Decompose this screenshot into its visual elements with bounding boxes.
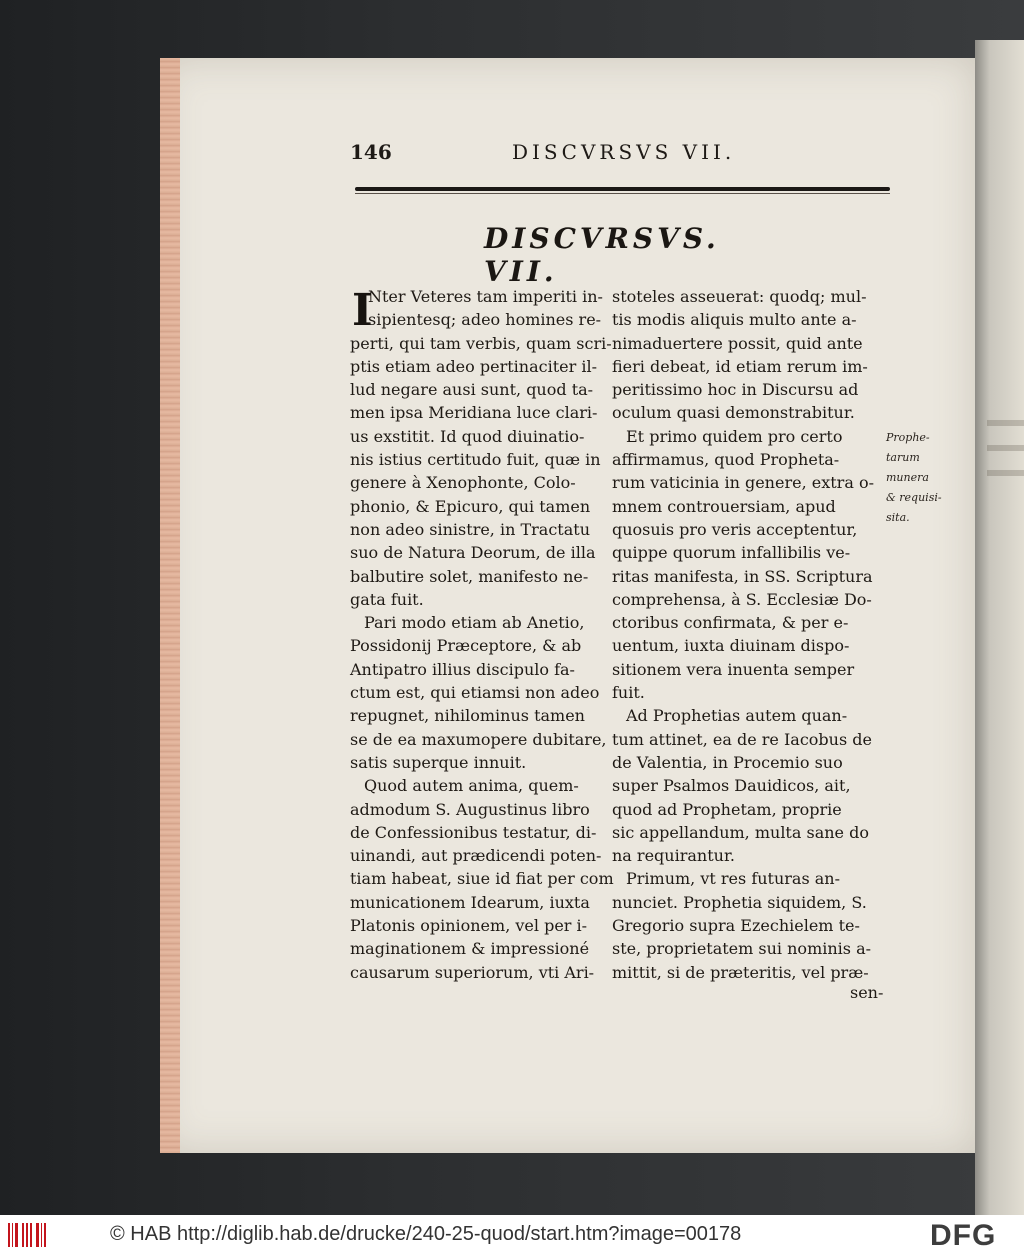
text-line: affirmamus, quod Propheta- <box>612 450 840 470</box>
marginal-note <box>886 428 966 528</box>
text-line: admodum S. Augustinus libro <box>350 799 590 819</box>
text-line: genere à Xenophonte, Colo- <box>350 473 576 493</box>
text-line: fuit. <box>612 683 645 703</box>
text-line: oculum quasi demonstrabitur. <box>612 403 855 423</box>
text-line: na requirantur. <box>612 846 735 866</box>
text-line: Ad Prophetias autem quan- <box>626 706 848 726</box>
text-line: se de ea maxumopere dubitare, <box>350 729 607 749</box>
text-line: repugnet, nihilominus tamen <box>350 706 585 726</box>
text-line: tum attinet, ea de re Iacobus de <box>612 729 872 749</box>
text-line: stoteles asseuerat: quodq; mul- <box>612 287 867 306</box>
text-line: Quod autem anima, quem- <box>364 776 579 796</box>
text-line: nunciet. Prophetia siquidem, S. <box>612 892 867 912</box>
text-line: causarum superiorum, vti Ari- <box>350 962 595 982</box>
text-line: sitionem vera inuenta semper <box>612 659 855 679</box>
text-line: Platonis opinionem, vel per i- <box>350 916 588 936</box>
text-line: tiam habeat, siue id fiat per com <box>350 869 614 889</box>
text-line: ptis etiam adeo pertinaciter il- <box>350 356 597 376</box>
running-title: DISCVRSVS VII. <box>512 140 736 164</box>
text-line: satis superque innuit. <box>350 752 527 772</box>
footer-bar <box>0 1215 1024 1255</box>
left-column <box>350 285 630 984</box>
text-line: Nter Veteres tam imperiti in- <box>368 287 603 306</box>
text-line: fieri debeat, id etiam rerum im- <box>612 356 868 376</box>
text-line: Primum, vt res futuras an- <box>626 869 841 889</box>
text-line: nis istius certitudo fuit, quæ in <box>350 450 601 470</box>
marginal-note-line: sita. <box>886 511 910 524</box>
text-line: rum vaticinia in genere, extra o- <box>612 473 874 493</box>
text-line: us exstitit. Id quod diuinatio- <box>350 426 585 446</box>
text-line: lud negare ausi sunt, quod ta- <box>350 380 594 400</box>
text-line: Antipatro illius discipulo fa- <box>350 659 575 679</box>
marginal-note-line: & requisi- <box>886 491 942 504</box>
text-line: peritissimo hoc in Discursu ad <box>612 380 859 400</box>
text-line: non adeo sinistre, in Tractatu <box>350 519 591 539</box>
drop-cap: I <box>352 285 373 336</box>
page-red-edge <box>160 58 180 1153</box>
text-line: uentum, iuxta diuinam dispo- <box>612 636 850 656</box>
text-line: uinandi, aut prædicendi poten- <box>350 846 602 866</box>
text-line: suo de Natura Deorum, de illa <box>350 543 596 563</box>
header-rule <box>355 187 890 191</box>
marginal-note-line: tarum <box>886 451 920 464</box>
text-line: perti, qui tam verbis, quam scri- <box>350 333 612 353</box>
page-number: 146 <box>350 140 392 164</box>
text-line: municationem Idearum, iuxta <box>350 892 590 912</box>
hab-logo-icon <box>8 1223 46 1247</box>
facing-page-edge <box>975 40 1024 1215</box>
copyright-url[interactable]: © HAB http://diglib.hab.de/drucke/240-25-quod/start.htm?image=00178 <box>110 1223 742 1245</box>
text-line: de Confessionibus testatur, di- <box>350 822 597 842</box>
text-line: Et primo quidem pro certo <box>626 426 843 446</box>
text-line: Gregorio supra Ezechielem te- <box>612 916 860 936</box>
text-line: ctum est, qui etiamsi non adeo <box>350 683 600 703</box>
text-line: ctoribus confirmata, & per e- <box>612 613 849 633</box>
text-line: men ipsa Meridiana luce clari- <box>350 403 598 423</box>
text-line: tis modis aliquis multo ante a- <box>612 310 857 330</box>
text-line: quosuis pro veris acceptentur, <box>612 519 858 539</box>
dfg-logo: DFG <box>930 1219 997 1252</box>
text-line: mittit, si de præteritis, vel præ- <box>612 962 869 982</box>
text-line: comprehensa, à S. Ecclesiæ Do- <box>612 589 872 609</box>
header-rule-thin <box>355 193 890 194</box>
running-head <box>350 140 770 166</box>
text-line: Pari modo etiam ab Anetio, <box>364 613 585 633</box>
text-line: quod ad Prophetam, proprie <box>612 799 842 819</box>
chapter-heading: DISCVRSVS. VII. <box>484 222 720 288</box>
right-column <box>612 285 892 984</box>
catchword: sen- <box>850 983 884 1002</box>
bleed-through-mark <box>987 420 1024 426</box>
text-line: balbutire solet, manifesto ne- <box>350 566 589 586</box>
marginal-note-line: munera <box>886 471 929 484</box>
marginal-note-line: Prophe- <box>886 431 930 444</box>
text-line: sic appellandum, multa sane do <box>612 822 869 842</box>
text-line: quippe quorum infallibilis ve- <box>612 543 851 563</box>
text-line: Possidonij Præceptore, & ab <box>350 636 582 656</box>
text-line: maginationem & impressioné <box>350 939 590 959</box>
text-line: gata fuit. <box>350 589 424 609</box>
text-line: phonio, & Epicuro, qui tamen <box>350 496 591 516</box>
text-line: nimaduertere possit, quid ante <box>612 333 863 353</box>
text-line: mnem controuersiam, apud <box>612 496 836 516</box>
bleed-through-mark <box>987 445 1024 451</box>
text-line: ritas manifesta, in SS. Scriptura <box>612 566 873 586</box>
bleed-through-mark <box>987 470 1024 476</box>
text-line: sipientesq; adeo homines re- <box>368 310 602 330</box>
text-line: super Psalmos Dauidicos, ait, <box>612 776 851 796</box>
text-line: ste, proprietatem sui nominis a- <box>612 939 872 959</box>
text-line: de Valentia, in Procemio suo <box>612 752 843 772</box>
